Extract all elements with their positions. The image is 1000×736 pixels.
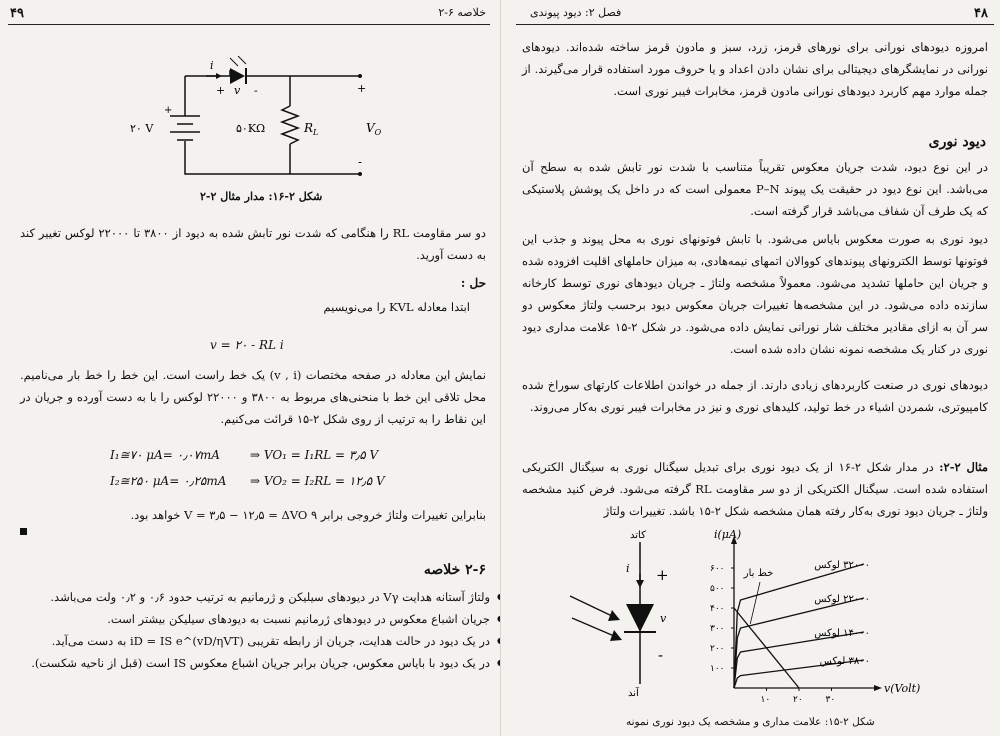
series-label: ۱۴۰۰۰ لوکس xyxy=(814,628,870,639)
y-tick-label: ۲۰۰ xyxy=(710,644,725,654)
output-plus: + xyxy=(357,82,367,95)
current-label: i xyxy=(210,59,214,72)
example-text: در مدار شکل ۲-۱۶ از یک دیود نوری برای تبدیل سیگنال نوری به سیگنال الکتریکی استفاده شده است. سیگنال الکتریکی از دو سر مقاومت RL گرفته می‌شود. فرض کنید مشخصه ولتاژ ـ جریان دیود نوری به‌کار رفته همان مشخصه شکل ۲-۱۵ باشد. تغییرات ولتاژ xyxy=(522,460,988,518)
calc-voltage-1: ⇒ VO₁ = I₁RL = ۳٫۵ V xyxy=(250,448,379,462)
symbol-minus: - xyxy=(658,646,664,664)
load-line-pointer xyxy=(750,582,760,624)
calc-current-1: I₁≅۷۰ μA= ۰٫۰۷mA xyxy=(110,448,220,462)
source-voltage: ۲۰ V xyxy=(130,122,154,135)
load-line-paragraph: نمایش این معادله در صفحه مختصات (v , i) یک خط راست است. این خط را خط بار می‌نامیم. محل تلاقی این خط با منحنی‌های مربوط به ۳۸۰۰ و ۲۲۰۰۰ لوکس را با به دست آورده و جریان در این نقاط را به ترتیب از روی شکل ۲-۱۵ قرائت می‌کنیم. xyxy=(20,368,487,426)
series-label: ۳۲۰۰۰ لوکس xyxy=(814,560,870,571)
conclusion-text: بنابراین تغییرات ولتاژ خروجی برابر ۹ V = ۳٫۵ − ۱۲٫۵ = ΔVO خواهد بود. xyxy=(130,508,486,522)
end-of-example-mark xyxy=(20,528,27,535)
solution-label: حل : xyxy=(460,276,486,290)
photodiode-symbol xyxy=(560,528,700,698)
calc-current-2: I₂≅۲۵۰ μA= ۰٫۲۵mA xyxy=(110,474,227,488)
figure-caption: شکل ۲-۱۵: علامت مداری و مشخصه یک دیود نوری نمونه xyxy=(626,716,875,728)
header-rule xyxy=(516,24,994,25)
x-axis-label: v(Volt) xyxy=(884,682,921,695)
y-tick-label: ۵۰۰ xyxy=(710,584,725,594)
problem-text: دو سر مقاومت RL را هنگامی که شدت نور تابش شده به دیود از ۳۸۰۰ تا ۲۲۰۰۰ لوکس تغییر کند به دست آورید. xyxy=(20,226,486,262)
paragraph-3: دیودهای نوری در صنعت کاربردهای زیادی دارند. از جمله در خواندن اطلاعات کارتهای سوراخ شده کامپیوتری، شمردن اشیاء در خط تولید، کلیدهای نوری و نیز در مخابرات فیبر نوری به‌کار می‌روند. xyxy=(522,378,988,414)
x-axis-arrow xyxy=(874,685,882,691)
list-item: ● در یک دیود در حالت هدایت، جریان از رابطه تقریبی iD = IS e^(vD/ηVT) به دست می‌آید. xyxy=(20,630,490,652)
y-tick-label: ۱۰۰ xyxy=(710,664,725,674)
load-line xyxy=(734,608,799,688)
paragraph-1: در این نوع دیود، شدت جریان معکوس تقریباً متناسب با شدت نور تابش شده به سطح آن می‌باشد. این نوع دیود در حقیقت یک پیوند P–N معمولی است که در داخل یک پوشش پلاستیکی که یک طرف آن شفاف می‌باشد قرار گرفته است. xyxy=(522,160,988,218)
symbol-plus: + xyxy=(656,566,669,584)
circuit-figure xyxy=(130,56,410,186)
series-label: ۳۸۰۰ لوکس xyxy=(819,656,870,667)
cathode-label: کاتد xyxy=(630,530,646,541)
y-axis-label: i(μA) xyxy=(714,528,742,541)
example-label: مثال ۲-۲: xyxy=(939,460,989,474)
series-line xyxy=(734,564,864,688)
header-rule xyxy=(8,24,490,25)
running-header: ۲-۶ خلاصه xyxy=(438,6,486,19)
intro-paragraph: امروزه دیودهای نورانی برای نورهای قرمز، زرد، سبز و مادون قرمز ساخته شده‌اند. دیودهای نورانی در نمایشگرهای دیجیتالی برای نشان دادن اعداد و یا حروف مورد استفاده قرار می‌گیرند. از جمله موارد مهم کاربرد دیودهای نورانی مادون قرمز، مخابرات فیبر نوری است. xyxy=(522,40,988,98)
example-2-2 xyxy=(522,456,988,522)
output-minus: - xyxy=(358,155,363,169)
right-page xyxy=(500,0,1000,736)
plus-sign: + xyxy=(216,84,226,97)
symbol-voltage-label: v xyxy=(660,612,667,625)
summary-list xyxy=(20,586,501,674)
running-header: فصل ۲: دیود پیوندی xyxy=(530,6,622,19)
y-tick-label: ۳۰۰ xyxy=(710,624,725,634)
battery-plus: + xyxy=(164,105,173,116)
section-title: ۲-۶ خلاصه xyxy=(423,562,486,578)
list-item: ● جریان اشباع معکوس در دیودهای ژرمانیم نسبت به دیودهای سیلیکن بیشتر است. xyxy=(20,608,490,630)
list-item: ● در یک دیود با بایاس معکوس، جریان برابر جریان اشباع معکوس IS است (قبل از ناحیه شکست). xyxy=(20,652,490,674)
kvl-line: ابتدا معادله KVL را می‌نویسیم xyxy=(323,300,470,314)
figure-caption: شکل ۲-۱۶: مدار مثال ۲-۲ xyxy=(200,190,323,203)
resistor-label: $R_L$ xyxy=(304,121,319,137)
page-number: ۴۹ xyxy=(10,6,24,21)
y-tick-label: ۶۰۰ xyxy=(710,564,725,574)
photodiode-characteristic-chart xyxy=(700,528,990,710)
series-label: ۲۲۰۰۰ لوکس xyxy=(814,594,870,605)
calc-voltage-2: ⇒ VO₂ = I₂RL = ۱۲٫۵ V xyxy=(250,474,385,488)
section-title: دیود نوری xyxy=(928,134,986,150)
symbol-current-label: i xyxy=(626,562,630,575)
diode-voltage-label: v xyxy=(234,84,241,97)
kvl-equation: v = ۲۰ - RL i xyxy=(210,338,284,352)
x-tick-label: ۱۰ xyxy=(760,695,771,705)
x-tick-label: ۳۰ xyxy=(825,695,836,705)
list-item: ● ولتاژ آستانه هدایت Vγ در دیودهای سیلیکن و ژرمانیم به ترتیب حدود ۰٫۶ و ۰٫۲ ولت می‌باشد. xyxy=(20,586,490,608)
paragraph-2: دیود نوری به صورت معکوس بایاس می‌شود. با تابش فوتونهای نوری به محل پیوند و جذب این فوتونها توسط الکترونهای پیوندهای کووالان اتمهای نیمه‌هادی، به میزان حاملهای اقلیت افزوده شده و جریان این حاملها تشدید می‌شود. معمولاً مشخصه ولتاژ ـ جریان دیودهای نوری توسط کارخانه سازنده داده می‌شود. در این مشخصه‌ها تغییرات جریان معکوس دیود برحسب ولتاژ معکوس دو سر آن به ازای مقادیر مختلف شار نورانی نمایش داده می‌شود. در شکل ۲-۱۵ علامت مداری دیود نوری در کنار یک مشخصه نمونه نشان داده شده است. xyxy=(522,232,988,356)
output-label: $V_O$ xyxy=(366,121,382,137)
minus-sign: - xyxy=(254,84,258,97)
resistor-value: ۵۰KΩ xyxy=(236,122,266,135)
x-tick-label: ۲۰ xyxy=(793,695,803,705)
anode-label: آند xyxy=(628,688,639,698)
page-number: ۴۸ xyxy=(974,6,988,21)
y-tick-label: ۴۰۰ xyxy=(710,604,725,614)
load-line-label: خط بار xyxy=(743,568,774,579)
